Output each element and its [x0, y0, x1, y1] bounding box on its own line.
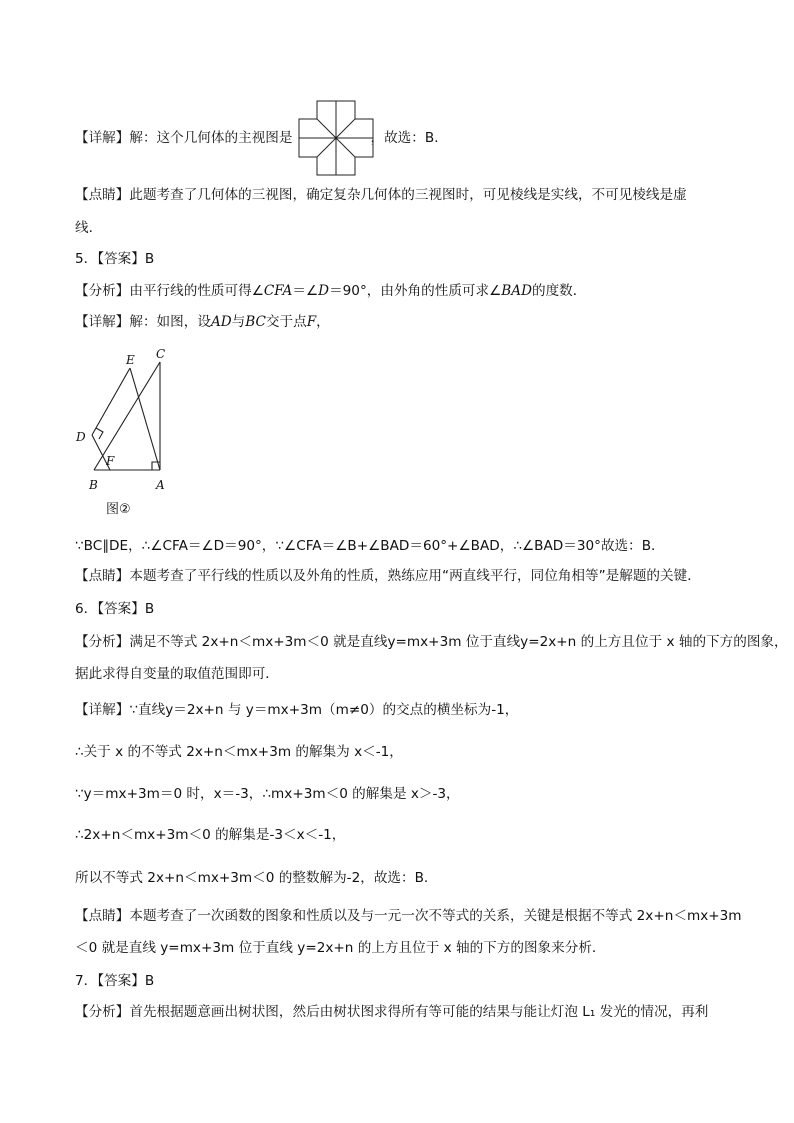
q4-detail-line — [75, 129, 448, 147]
q5-detail-intersect: 交于点 — [265, 314, 307, 330]
q7-analysis-line: 【分析】首先根据题意画出树状图，然后由树状图求得所有等可能的结果与能让灯泡 L₁ 发光的情况，再利 — [75, 1004, 709, 1020]
q5-analysis-line — [75, 282, 586, 300]
q4-comment-line-2: 线． — [75, 220, 103, 236]
q5-detail-text: 【详解】解：如图，设 — [75, 314, 211, 330]
q5-analysis-d: D — [318, 283, 330, 299]
q5-analysis-cfa: CFA — [263, 283, 293, 299]
q5-detail-line — [75, 313, 330, 331]
q5-proof-line: ∵BC∥DE，∴∠CFA＝∠D＝90°，∵∠CFA＝∠B+∠BAD＝60°+∠BAD，∴∠BAD＝30°故选：B． — [75, 538, 665, 554]
label-c: C — [156, 347, 166, 361]
q5-answer: 5．【答案】B — [75, 251, 155, 267]
figure-caption: 图② — [106, 502, 131, 517]
q5-detail-end: ， — [316, 314, 330, 330]
q5-comment-line: 【点睛】本题考查了平行线的性质以及外角的性质，熟练应用“两直线平行，同位角相等”是解题的关键． — [75, 568, 701, 584]
q5-detail-and: 与 — [231, 314, 246, 330]
label-b: B — [89, 478, 98, 492]
label-a: A — [156, 478, 165, 492]
q6-detail-line-4: ∴2x+n＜mx+3m＜0 的解集是-3＜x＜-1， — [75, 827, 346, 843]
q5-analysis-eq: ＝∠ — [292, 283, 319, 299]
front-view-figure — [298, 100, 374, 176]
label-f: F — [106, 454, 115, 468]
q5-detail-f: F — [306, 314, 317, 330]
q5-detail-ad: AD — [210, 314, 232, 330]
segment-cb — [94, 362, 160, 470]
label-e: E — [126, 353, 135, 367]
q6-detail-line-1: 【详解】∵直线y＝2x+n 与 y＝mx+3m（m≠0）的交点的横坐标为-1， — [75, 702, 519, 718]
q4-detail-choice: ，故选：B． — [370, 130, 448, 146]
q5-analysis-bad: BAD — [501, 283, 532, 299]
q6-detail-line-3: ∵y＝mx+3m＝0 时，x＝-3，∴mx+3m＜0 的解集是 x＞-3， — [75, 786, 460, 802]
q6-detail-line-5: 所以不等式 2x+n＜mx+3m＜0 的整数解为-2，故选：B． — [75, 870, 438, 886]
label-d: D — [76, 430, 86, 444]
right-angle-mark-d — [96, 428, 103, 439]
q6-analysis-line-1: 【分析】满足不等式 2x+n＜mx+3m＜0 就是直线y=mx+3m 位于直线y=2x+n 的上方且位于 x 轴的下方的图象， — [75, 634, 788, 650]
geometry-figure — [76, 345, 180, 492]
q6-comment-line-1: 【点睛】本题考查了一次函数的图象和性质以及与一元一次不等式的关系，关键是根据不等式 2x+n＜mx+3m — [75, 908, 742, 924]
q5-analysis-mid: ＝90°，由外角的性质可求∠ — [329, 283, 502, 299]
q6-answer: 6．【答案】B — [75, 601, 155, 617]
segment-ed — [92, 368, 130, 435]
q5-analysis-text: 【分析】由平行线的性质可得∠ — [75, 283, 264, 299]
segment-ea — [130, 368, 160, 470]
q5-analysis-end: 的度数． — [532, 283, 587, 299]
q4-comment-line-1: 【点睛】此题考查了几何体的三视图，确定复杂几何体的三视图时，可见棱线是实线，不可见棱线是虚 — [75, 187, 687, 203]
q6-detail-line-2: ∴关于 x 的不等式 2x+n＜mx+3m 的解集为 x＜-1， — [75, 744, 403, 760]
q6-comment-line-2: ＜0 就是直线 y=mx+3m 位于直线 y=2x+n 的上方且位于 x 轴的下方的图象来分析． — [75, 940, 606, 956]
q5-detail-bc: BC — [245, 314, 266, 330]
cross-shape-drawing — [298, 100, 374, 176]
q4-detail-text: 【详解】解：这个几何体的主视图是 — [75, 130, 293, 146]
q6-analysis-line-2: 据此求得自变量的取值范围即可． — [75, 666, 279, 682]
q7-answer: 7．【答案】B — [75, 973, 155, 989]
